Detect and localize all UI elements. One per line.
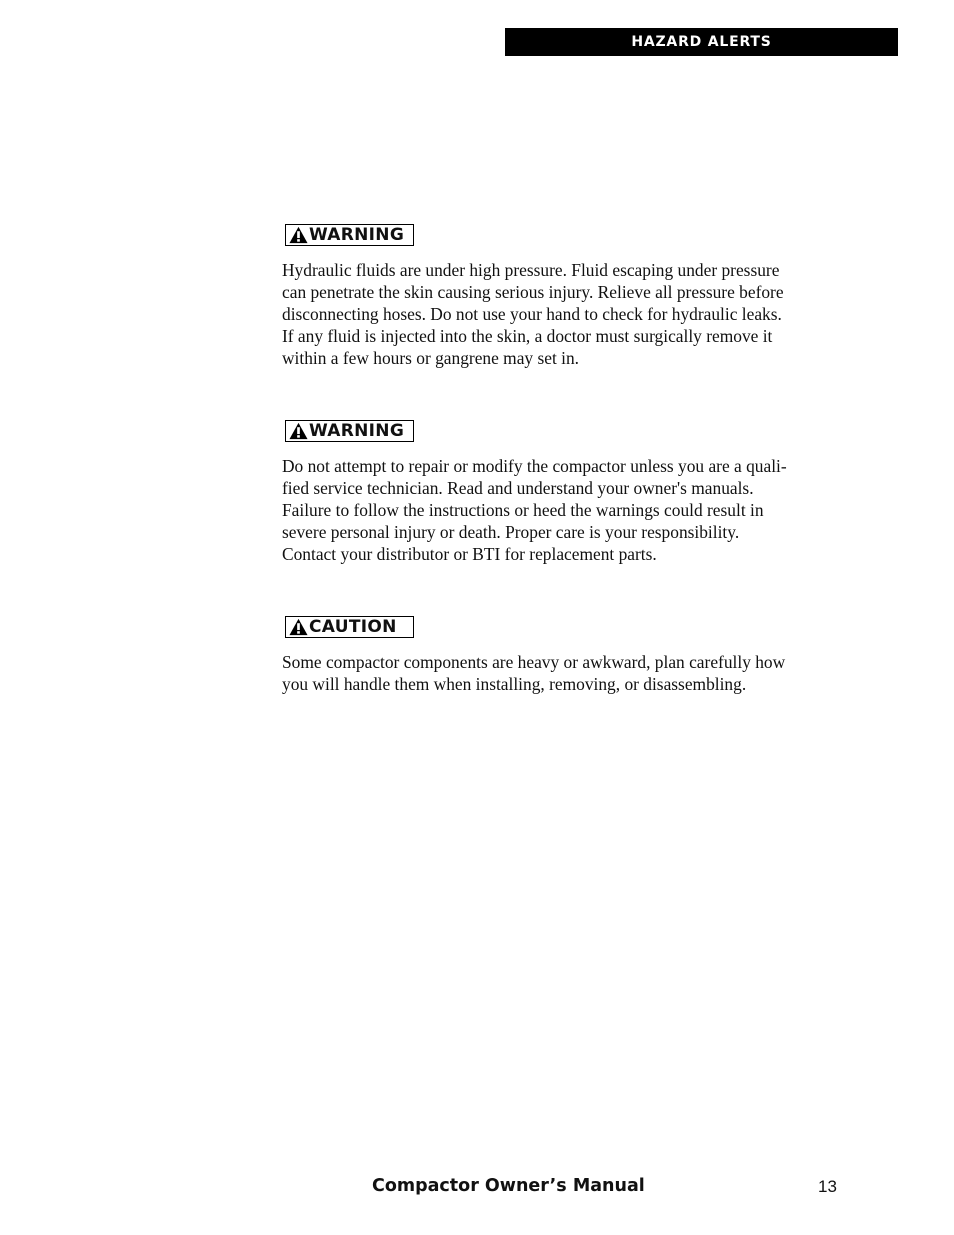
caution-signal-label bbox=[285, 616, 414, 638]
text-line: you will handle them when installing, removing, or disassembling. bbox=[282, 674, 747, 694]
text-line: fied service technician. Read and understand your owner's manuals. bbox=[282, 478, 754, 498]
text-line: Contact your distributor or BTI for replacement parts. bbox=[282, 544, 657, 564]
alert-triangle-icon bbox=[289, 422, 308, 440]
warning-signal-label bbox=[285, 224, 414, 246]
alert-triangle-icon bbox=[289, 618, 308, 636]
text-line: disconnecting hoses. Do not use your hand to check for hydraulic leaks. bbox=[282, 304, 782, 324]
text-line: can penetrate the skin causing serious injury. Relieve all pressure before bbox=[282, 282, 784, 302]
text-line: Do not attempt to repair or modify the compactor unless you are a quali- bbox=[282, 456, 787, 476]
heavy-components-caution bbox=[282, 616, 842, 695]
page-number: 13 bbox=[818, 1177, 837, 1196]
hydraulic-pressure-warning bbox=[282, 224, 842, 369]
text-line: Failure to follow the instructions or heed the warnings could result in bbox=[282, 500, 764, 520]
alert-body-text bbox=[282, 455, 842, 565]
text-line: severe personal injury or death. Proper care is your responsibility. bbox=[282, 522, 740, 542]
alert-body-text bbox=[282, 651, 842, 695]
text-line: Hydraulic fluids are under high pressure. Fluid escaping under pressure bbox=[282, 260, 780, 280]
qualified-technician-warning bbox=[282, 420, 842, 565]
section-title: HAZARD ALERTS bbox=[631, 34, 772, 50]
text-line: If any fluid is injected into the skin, a doctor must surgically remove it bbox=[282, 326, 773, 346]
signal-word: WARNING bbox=[309, 224, 405, 245]
warning-signal-label bbox=[285, 420, 414, 442]
signal-word: CAUTION bbox=[309, 616, 397, 637]
alert-triangle-icon bbox=[289, 226, 308, 244]
text-line: Some compactor components are heavy or awkward, plan carefully how bbox=[282, 652, 786, 672]
text-line: within a few hours or gangrene may set in. bbox=[282, 348, 580, 368]
signal-word: WARNING bbox=[309, 420, 405, 441]
alert-body-text bbox=[282, 259, 842, 369]
footer-manual-title: Compactor Owner’s Manual bbox=[372, 1176, 645, 1196]
section-header-tab bbox=[505, 28, 898, 56]
